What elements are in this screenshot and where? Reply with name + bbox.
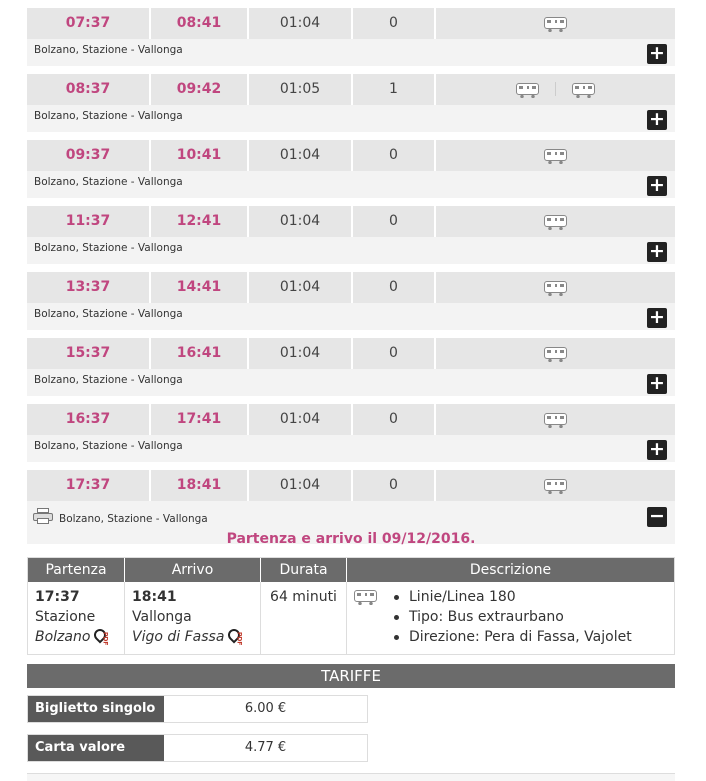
departure-time: 11:37 — [27, 206, 151, 237]
connection-summary-row[interactable] — [27, 140, 675, 171]
fare-name: Carta valore — [28, 735, 164, 761]
header-duration: Durata — [261, 558, 347, 582]
connection-summary-row[interactable] — [27, 74, 675, 105]
changes-count: 0 — [353, 338, 436, 369]
departure-stop: Stazione — [35, 609, 96, 625]
departure-time: 07:37 — [27, 8, 151, 39]
changes-count: 0 — [353, 206, 436, 237]
duration: 01:04 — [249, 140, 353, 171]
changes-count: 1 — [353, 74, 436, 105]
bus-icon — [572, 83, 595, 95]
bus-icon — [544, 215, 567, 227]
expand-button[interactable]: + — [647, 44, 667, 64]
arrival-city: Vigo di Fassa — [132, 629, 225, 645]
bus-icon — [544, 281, 567, 293]
connection-summary-row[interactable] — [27, 404, 675, 435]
vehicles — [436, 206, 675, 237]
route-label: Bolzano, Stazione - Vallonga — [34, 440, 183, 452]
collapse-button[interactable]: − — [647, 507, 667, 527]
expand-button[interactable]: + — [647, 374, 667, 394]
arrival-stop: Vallonga — [132, 609, 192, 625]
departure-time: 09:37 — [27, 140, 151, 171]
changes-count: 0 — [353, 470, 436, 501]
arrival-time: 09:42 — [151, 74, 249, 105]
departure-time: 17:37 — [27, 470, 151, 501]
arrival-time: 08:41 — [151, 8, 249, 39]
route-label: Bolzano, Stazione - Vallonga — [34, 176, 183, 188]
connection-detail-table — [27, 557, 675, 655]
route-label: Bolzano, Stazione - Vallonga — [34, 110, 183, 122]
arrival-time: 10:41 — [151, 140, 249, 171]
connection-item-expanded — [27, 462, 675, 547]
connection-item — [27, 0, 675, 66]
connection-route-row — [27, 303, 675, 330]
expand-button[interactable]: + — [647, 176, 667, 196]
departure-city: Bolzano — [35, 629, 91, 645]
expand-button[interactable]: + — [647, 440, 667, 460]
fare-row — [27, 734, 368, 762]
arrival-time: 17:41 — [151, 404, 249, 435]
connection-route-row — [27, 105, 675, 132]
connection-item — [27, 264, 675, 330]
departure-time: 17:37 — [35, 589, 80, 605]
tariffe-title: TARIFFE — [27, 664, 675, 688]
duration: 01:04 — [249, 272, 353, 303]
connection-route-row — [27, 39, 675, 66]
vehicles — [436, 470, 675, 501]
connection-item — [27, 132, 675, 198]
route-label: Bolzano, Stazione - Vallonga — [34, 308, 183, 320]
departure-time: 15:37 — [27, 338, 151, 369]
vehicles — [436, 338, 675, 369]
arrival-time: 16:41 — [151, 338, 249, 369]
map-pin-pdf-icon[interactable] — [93, 629, 105, 645]
arrival-time: 18:41 — [132, 589, 177, 605]
bus-icon — [544, 413, 567, 425]
vehicles — [436, 8, 675, 39]
duration: 01:04 — [249, 206, 353, 237]
expand-button[interactable]: + — [647, 242, 667, 262]
header-arrival: Arrivo — [125, 558, 261, 582]
description-list — [391, 587, 632, 649]
header-description: Descrizione — [469, 562, 552, 578]
connection-route-row — [27, 237, 675, 264]
description-item: Tipo: Bus extraurbano — [391, 607, 632, 627]
bus-icon — [544, 149, 567, 161]
connection-route-row — [27, 171, 675, 198]
connection-item — [27, 198, 675, 264]
printer-icon[interactable] — [33, 508, 53, 524]
duration: 01:05 — [249, 74, 353, 105]
bus-icon — [544, 479, 567, 491]
departure-time: 16:37 — [27, 404, 151, 435]
duration-value: 64 minuti — [270, 589, 337, 605]
bus-icon — [544, 347, 567, 359]
bus-icon — [544, 17, 567, 29]
changes-count: 0 — [353, 8, 436, 39]
bus-icon — [516, 83, 539, 95]
connection-route-row — [27, 435, 675, 462]
connection-list — [27, 0, 675, 547]
changes-count: 0 — [353, 404, 436, 435]
fare-price: 4.77 € — [164, 735, 367, 761]
connection-item — [27, 66, 675, 132]
header-departure: Partenza — [28, 558, 125, 582]
departure-time: 08:37 — [27, 74, 151, 105]
duration: 01:04 — [249, 8, 353, 39]
vehicles — [436, 74, 675, 105]
description-cell — [347, 582, 674, 654]
connection-summary-row[interactable] — [27, 470, 675, 501]
fare-row — [27, 695, 368, 723]
map-pin-pdf-icon[interactable] — [227, 629, 239, 645]
duration-cell — [261, 582, 347, 654]
connection-summary-row[interactable] — [27, 206, 675, 237]
duration: 01:04 — [249, 470, 353, 501]
fare-price: 6.00 € — [164, 696, 367, 722]
connection-summary-row[interactable] — [27, 338, 675, 369]
route-label: Bolzano, Stazione - Vallonga — [34, 44, 183, 56]
detail-row — [28, 582, 674, 654]
arrival-time: 12:41 — [151, 206, 249, 237]
description-item: Linie/Linea 180 — [391, 587, 632, 607]
vehicle-separator — [555, 82, 556, 96]
arrival-cell — [125, 582, 261, 654]
route-label: Bolzano, Stazione - Vallonga — [59, 513, 208, 525]
connection-summary-row[interactable] — [27, 8, 675, 39]
arrival-time: 14:41 — [151, 272, 249, 303]
duration: 01:04 — [249, 338, 353, 369]
vehicles — [436, 140, 675, 171]
bus-icon — [354, 590, 377, 602]
changes-count: 0 — [353, 140, 436, 171]
description-item: Direzione: Pera di Fassa, Vajolet — [391, 627, 632, 647]
connection-summary-row[interactable] — [27, 272, 675, 303]
changes-count: 0 — [353, 272, 436, 303]
expand-button[interactable]: + — [647, 110, 667, 130]
expand-button[interactable]: + — [647, 308, 667, 328]
connection-route-row — [27, 501, 675, 547]
travel-date: Partenza e arrivo il 09/12/2016. — [226, 531, 476, 547]
departure-time: 13:37 — [27, 272, 151, 303]
route-label: Bolzano, Stazione - Vallonga — [34, 374, 183, 386]
vehicles — [436, 404, 675, 435]
departure-cell — [28, 582, 125, 654]
duration: 01:04 — [249, 404, 353, 435]
bottom-divider — [27, 773, 675, 781]
arrival-time: 18:41 — [151, 470, 249, 501]
fare-name: Biglietto singolo — [28, 696, 164, 722]
connection-item — [27, 330, 675, 396]
detail-header — [28, 558, 674, 582]
connection-route-row — [27, 369, 675, 396]
vehicles — [436, 272, 675, 303]
route-label: Bolzano, Stazione - Vallonga — [34, 242, 183, 254]
connection-item — [27, 396, 675, 462]
